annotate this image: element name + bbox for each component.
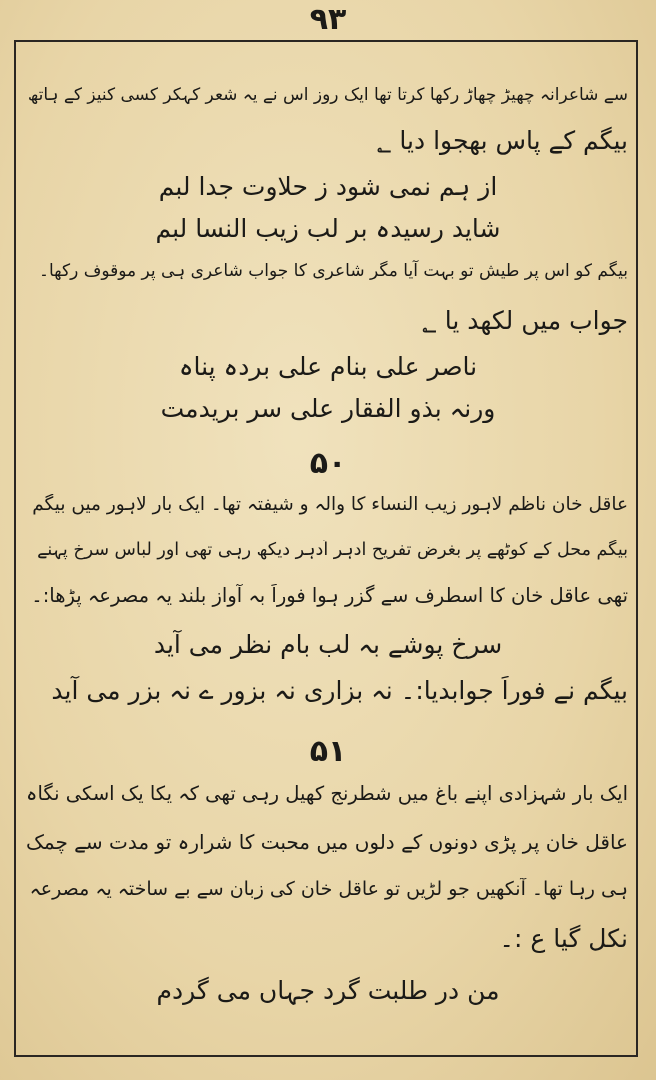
prose-line: تھی عاقل خان کا اسطرف سے گزر ہوا فوراً بہ آواز بلند یہ مصرعہ پڑھا:۔ bbox=[31, 584, 628, 607]
prose-line: بیگم نے فوراً جوابدیا:۔ نہ بزاری نہ بزور ے نہ بزر می آید bbox=[51, 676, 628, 705]
verse-line: ورنہ بذو الفقار علی سر بریدمت bbox=[160, 394, 496, 423]
verse-line: من در طلبت گرد جہاں می گردم bbox=[156, 976, 500, 1005]
section-number: ۵۰ bbox=[309, 446, 347, 481]
prose-line: سے شاعرانہ چھیڑ چھاڑ رکھا کرتا تھا ایک روز اس نے یہ شعر کہکر کسی کنیز کے ہاتھ bbox=[27, 85, 628, 105]
prose-line: بیگم کے پاس بھجوا دیا ؂ bbox=[376, 126, 628, 155]
prose-line: ہی رہا تھا۔ آنکھیں جو لڑیں تو عاقل خان کی زبان سے بے ساختہ یہ مصرعہ bbox=[29, 878, 628, 900]
section-number: ۵۱ bbox=[309, 734, 347, 769]
prose-line: بیگم محل کے کوٹھے پر بغرض تفریح ادہر اُدہر دیکھ رہی تھی اور لباس سرخ پہنے bbox=[37, 540, 628, 560]
verse-line: شاید رسیدہ بر لب زیب النسا لبم bbox=[155, 214, 501, 243]
prose-line: نکل گیا ع :۔ bbox=[499, 924, 628, 953]
page-number: ۹۳ bbox=[309, 2, 347, 37]
verse-line: سرخ پوشے بہ لب بام نظر می آید bbox=[153, 630, 503, 659]
verse-line: ناصر علی بنام علی بردہ پناہ bbox=[178, 352, 478, 381]
verse-line: از ہم نمی شود ز حلاوت جدا لبم bbox=[158, 172, 498, 201]
prose-line: بیگم کو اس پر طیش تو بہت آیا مگر شاعری کا جواب شاعری ہی پر موقوف رکھا۔ bbox=[39, 261, 628, 281]
prose-line: عاقل خان پر پڑی دونوں کے دلوں میں محبت کا شرارہ تو مدت سے چمک bbox=[25, 830, 628, 854]
prose-line: جواب میں لکھد یا ؂ bbox=[422, 306, 628, 335]
prose-line: ایک بار شہزادی اپنے باغ میں شطرنج کھیل رہی تھی کہ یکا یک اسکی نگاہ bbox=[26, 782, 628, 805]
prose-line: عاقل خان ناظم لاہور زیب النساء کا والہ و شیفتہ تھا۔ ایک بار لاہور میں بیگم bbox=[32, 494, 628, 515]
